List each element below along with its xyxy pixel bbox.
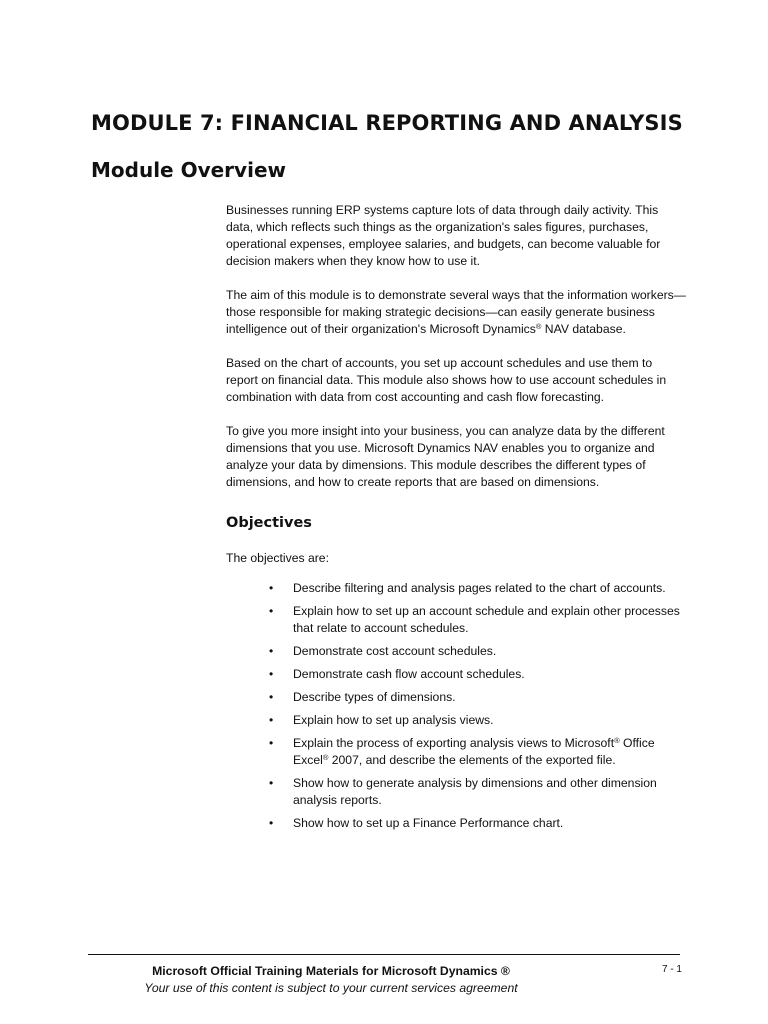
bullet-icon: • — [269, 644, 274, 658]
bullet-icon: • — [269, 816, 274, 830]
bullet-icon: • — [269, 690, 274, 704]
list-item-text: Demonstrate cost account schedules. — [293, 644, 497, 658]
bullet-icon: • — [269, 713, 274, 727]
overview-paragraph-3: Based on the chart of accounts, you set up account schedules and use them to report on financial data. This module also shows how to use account schedules in combination with data from cost accounting and cash flow forecasting. — [226, 356, 667, 404]
objectives-intro: The objectives are: — [226, 551, 329, 565]
list-item — [269, 735, 686, 769]
list-item — [269, 815, 686, 832]
list-item — [269, 580, 686, 597]
section-title: Module Overview — [91, 158, 286, 182]
registered-mark: ® — [535, 322, 542, 331]
list-item — [269, 643, 686, 660]
bullet-icon: • — [269, 776, 274, 790]
bullet-icon: • — [269, 736, 274, 750]
list-item — [269, 603, 686, 637]
list-item-text-end: 2007, and describe the elements of the exported file. — [328, 753, 616, 767]
registered-mark: ® — [322, 753, 329, 762]
objectives-list — [226, 580, 686, 832]
overview-paragraph-4: To give you more insight into your business, you can analyze data by the different dimensions that you use. Microsoft Dynamics NAV enables you to organize and analyze your data by dimensions. This module describes the different types of dimensions, and how to create reports that are based on dimensions. — [226, 424, 665, 489]
list-item — [269, 689, 686, 706]
paragraph-2-text-start: The aim of this module is to demonstrate several ways that the information workers—those responsible for making strategic decisions—can easily generate business intelligence out of their organization's Microsoft Dynamics — [226, 288, 686, 336]
list-item-text: Explain how to set up an account schedule and explain other processes that relate to account schedules. — [293, 604, 680, 635]
registered-mark: ® — [614, 736, 620, 745]
module-overview-body — [226, 202, 686, 838]
module-title: MODULE 7: FINANCIAL REPORTING AND ANALYSIS — [91, 111, 683, 135]
list-item — [269, 775, 686, 809]
objectives-heading: Objectives — [226, 515, 312, 531]
overview-paragraph-2 — [226, 287, 686, 338]
list-item — [269, 712, 686, 729]
footer-divider — [88, 954, 680, 955]
list-item — [269, 666, 686, 683]
list-item-text-start: Explain the process of exporting analysis views to Microsoft — [293, 736, 615, 750]
list-item-text-middle: Office Excel — [293, 736, 655, 767]
list-item-text: Describe filtering and analysis pages related to the chart of accounts. — [293, 581, 666, 595]
overview-paragraph-1: Businesses running ERP systems capture lots of data through daily activity. This data, which reflects such things as the organization's sales figures, purchases, operational expenses, employee salaries, and budgets, can become valuable for decision makers when they know how to use it. — [226, 203, 661, 268]
list-item-text: Demonstrate cash flow account schedules. — [293, 667, 525, 681]
bullet-icon: • — [269, 581, 274, 595]
bullet-icon: • — [269, 604, 274, 618]
page-number: 7 - 1 — [661, 964, 682, 975]
list-item-text: Show how to generate analysis by dimensions and other dimension analysis reports. — [293, 776, 657, 807]
list-item-text: Show how to set up a Finance Performance chart. — [293, 816, 564, 830]
paragraph-2-text-end: NAV database. — [541, 322, 626, 336]
footer-title: Microsoft Official Training Materials for Microsoft Dynamics ® — [152, 964, 510, 978]
list-item-text: Describe types of dimensions. — [293, 690, 456, 704]
footer-notice: Your use of this content is subject to your current services agreement — [144, 981, 518, 995]
list-item-text: Explain how to set up analysis views. — [293, 713, 494, 727]
bullet-icon: • — [269, 667, 274, 681]
